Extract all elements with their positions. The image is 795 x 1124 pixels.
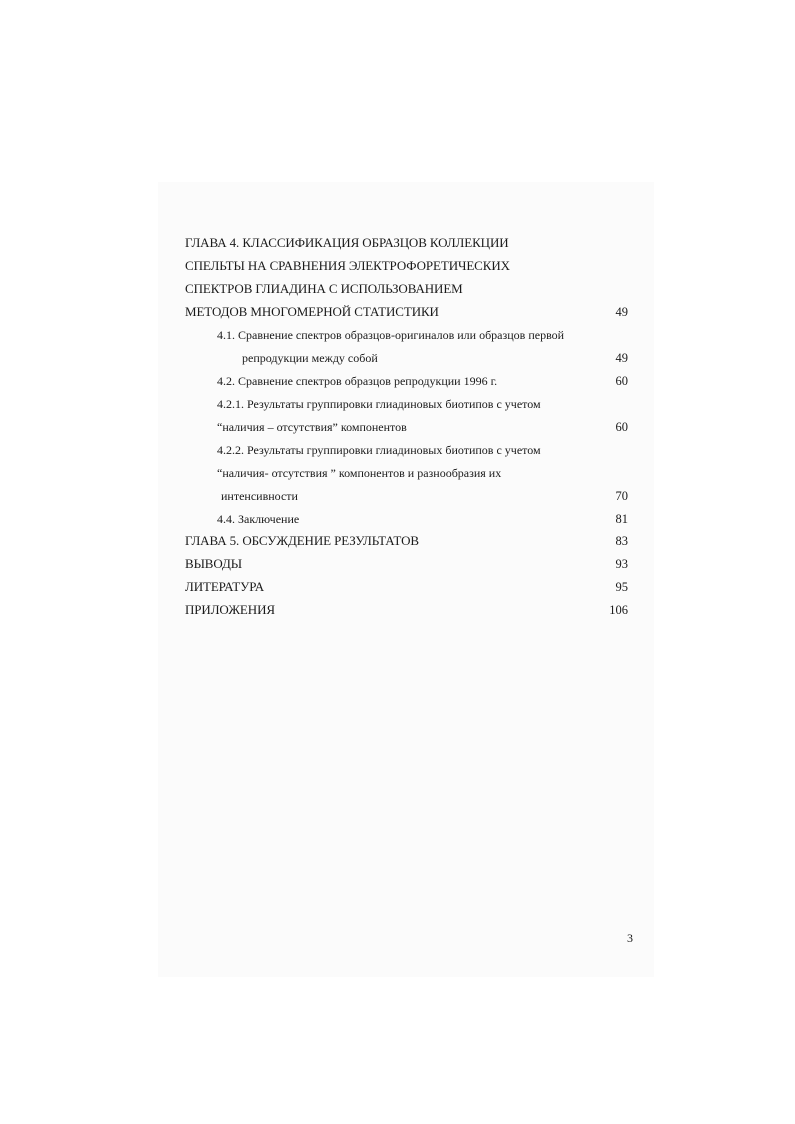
- toc-section-4-1-page: 49: [615, 351, 628, 365]
- toc-chapter-4-title-line-3: СПЕКТРОВ ГЛИАДИНА С ИСПОЛЬЗОВАНИЕМ: [185, 281, 463, 296]
- toc-section-4-1-line-1: 4.1. Сравнение спектров образцов-оригиналов или образцов первой: [217, 328, 565, 342]
- page-number: 3: [627, 931, 633, 945]
- toc-section-4-4-page: 81: [615, 512, 628, 526]
- toc-section-4-2-line-1: 4.2. Сравнение спектров образцов репродукции 1996 г.: [217, 374, 498, 388]
- toc-literature-page: 95: [615, 580, 628, 594]
- toc-chapter-5-title: ГЛАВА 5. ОБСУЖДЕНИЕ РЕЗУЛЬТАТОВ: [185, 533, 419, 548]
- toc-section-4-2-1-page: 60: [615, 420, 628, 434]
- toc-chapter-5-page: 83: [615, 534, 628, 548]
- toc-section-4-2-2-page: 70: [615, 489, 628, 503]
- toc-section-4-2-2-line-1: 4.2.2. Результаты группировки глиадиновых биотипов с учетом: [217, 443, 541, 457]
- toc-section-4-2-page: 60: [615, 374, 628, 388]
- toc-section-4-4-line-1: 4.4. Заключение: [217, 512, 300, 526]
- toc-appendices-title: ПРИЛОЖЕНИЯ: [185, 602, 275, 617]
- toc-section-4-1-line-2: репродукции между собой: [242, 351, 378, 365]
- toc-appendices-page: 106: [609, 603, 628, 617]
- toc-conclusions-title: ВЫВОДЫ: [185, 556, 243, 571]
- toc-section-4-2-1-line-1: 4.2.1. Результаты группировки глиадиновых биотипов с учетом: [217, 397, 541, 411]
- toc-literature-title: ЛИТЕРАТУРА: [185, 579, 264, 594]
- toc-section-4-2-1-line-2: “наличия – отсутствия” компонентов: [217, 420, 407, 434]
- toc-chapter-4-title-line-1: ГЛАВА 4. КЛАССИФИКАЦИЯ ОБРАЗЦОВ КОЛЛЕКЦИИ: [185, 235, 509, 250]
- toc-section-4-2-2-line-2: “наличия- отсутствия ” компонентов и разнообразия их: [217, 466, 502, 480]
- toc-chapter-4-title-line-4: МЕТОДОВ МНОГОМЕРНОЙ СТАТИСТИКИ: [185, 304, 439, 319]
- toc-chapter-4-page: 49: [615, 305, 628, 319]
- toc-conclusions-page: 93: [615, 557, 628, 571]
- toc-section-4-2-2-line-3: интенсивности: [221, 489, 298, 503]
- toc-chapter-4-title-line-2: СПЕЛЬТЫ НА СРАВНЕНИЯ ЭЛЕКТРОФОРЕТИЧЕСКИХ: [185, 258, 510, 273]
